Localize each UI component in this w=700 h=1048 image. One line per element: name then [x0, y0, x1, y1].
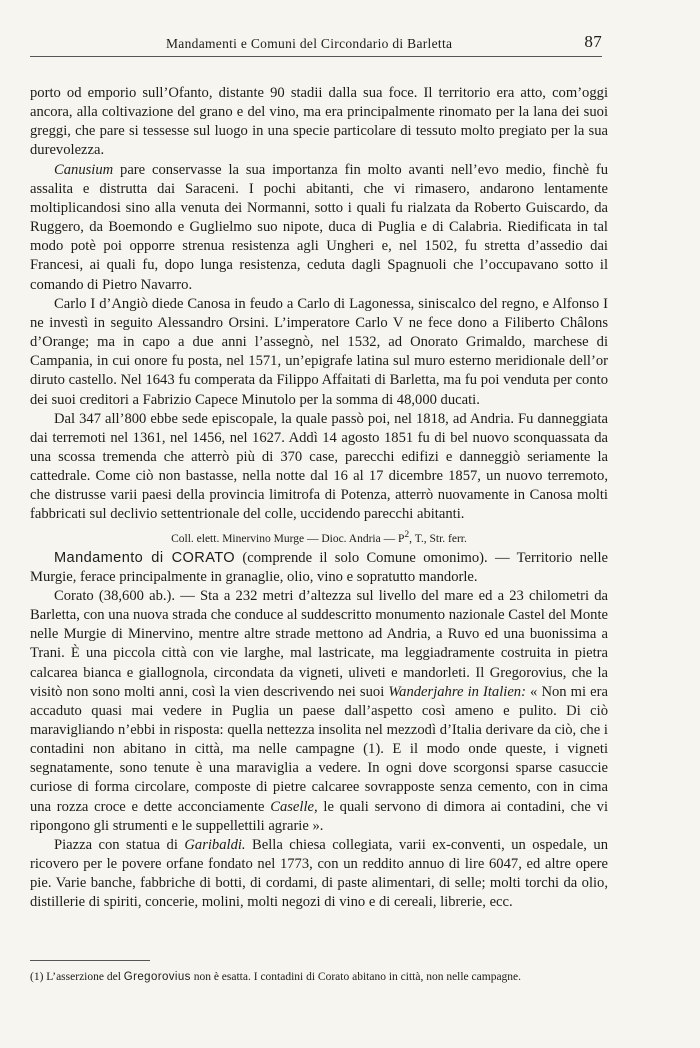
mandamento-paragraph: Mandamento di CORATO (comprende il solo Comune omonimo). — Territorio nelle Murgie, ferace principalmente in granaglie, olio, vino e sopratutto mandorle.	[30, 549, 608, 585]
footnote-rule	[30, 960, 150, 961]
page-body	[30, 84, 608, 913]
running-title: Mandamenti e Comuni del Circondario di Barletta	[166, 36, 453, 51]
footnote: (1) L’asserzione del Gregorovius non è esatta. I contadini di Corato abitano in città, non nelle campagne.	[30, 971, 522, 983]
paragraph: Dal 347 all’800 ebbe sede episcopale, la quale passò poi, nel 1818, ad Andria. Fu danneggiata dai terremoti nel 1361, nel 1456, nel 1627. Addì 14 agosto 1851 fu di bel nuovo sconquassata da una scossa tremenda che atterrò più di 370 case, parecchi edifizi e danneggiò seriamente la cattedrale. Come ciò non bastasse, nella notte dal 16 al 17 dicembre 1857, un nuovo terremoto, che distrusse varii paesi della provincia limitrofa di Potenza, atterrò nuovamente in Canosa molti fabbricati sul declivio settentrionale del colle, uccidendo parecchi abitanti.	[30, 410, 608, 523]
page-number: 87	[584, 32, 602, 51]
italic-title: Wanderjahre in Italien:	[388, 683, 526, 700]
italic-term: Canusium	[54, 161, 114, 178]
paragraph: Piazza con statua di Garibaldi. Bella chiesa collegiata, varii ex-conventi, un ospedale, un ricovero per le povere orfane fondato nel 1773, con un reddito annuo di lire 6047, ed altre opere pie. Varie banche, fabbriche di botti, di cordami, di paste alimentari, di selle; molti torchi da olio, distillerie di spiriti, concerie, molini, molti negozi di vino e di cereali, librerie, ecc.	[30, 836, 608, 911]
author-name: Gregorovius	[123, 971, 191, 983]
paragraph: Corato (38,600 ab.). — Sta a 232 metri d’altezza sul livello del mare ed a 23 chilometri da Barletta, con una nuova strada che conduce al suddescritto monumento nazionale Castel del Monte nelle Murgie di Minervino, mentre altre strade mettono ad Andria, a Ruvo ed una buonissima a Trani. È una piccola città con vie larghe, mal lastricate, ma leggiadramente costruita in pietra calcarea bianca e giallognola, circondata da vigneti, uliveti e mandorleti. Il Gregorovius, che la visitò non sono molti anni, così la vien descrivendo nei suoi Wanderjahre in Italien: « Non mi era accaduto quasi mai vedere in Puglia un paese dall’aspetto così ameno e pulito. Di ciò maravigliando n’ebbi in risposta: quella nettezza insolita nel mezzodì d’Italia derivare da ciò, che i contadini non abitano in città, ma nelle campagne (1). E il modo onde queste, i vigneti segnatamente, sono tenute è una maraviglia a vedere. In ogni dove scorgonsi sparse casuccie curiose di forma circolare, composte di pietre calcaree sovrapposte senza cemento, con in cima una rozza croce e dette acconciamente Caselle, le quali servono di dimora ai contadini, che vi ripongono gli strumenti e le suppellettili agrarie ».	[30, 587, 609, 834]
electoral-caption: Coll. elett. Minervino Murge — Dioc. Andria — $P^2$, T., Str. ferr.	[171, 528, 467, 545]
section-heading: Mandamento di CORATO	[54, 549, 236, 566]
paragraph: porto od emporio sull’Ofanto, distante 90 stadii dalla sua foce. Il territorio era atto, com’oggi ancora, alla coltivazione del grano e del vino, ma era principalmente rinomato per la lana dei suoi greggi, che pare si tessesse sul luogo in una specie particolare di tessuto molto pregiato per la sua durevolezza.	[30, 85, 608, 159]
italic-term: Caselle,	[270, 798, 318, 815]
paragraph: Carlo I d’Angiò diede Canosa in feudo a Carlo di Lagonessa, siniscalco del regno, e Alfonso I ne investì in seguito Alessandro Orsini. L’imperatore Carlo V ne fece dono a Filiberto Châlons d’Orange; ma in capo a due anni l’assegnò, nel 1532, ad Onorato Grimaldo, marchese di Campania, in cui onore fu posta, nel 1571, un’epigrafe latina sul muro esterno meridionale dell’or diruto castello. Nel 1643 fu comperata da Filippo Affaitati di Barletta, ma fu poi venduta per conto dei suoi creditori a Fabrizio Capece Minutolo per la somma di 48,000 ducati.	[30, 295, 608, 408]
page-header	[30, 32, 602, 57]
italic-name: Garibaldi.	[184, 836, 246, 853]
paragraph: Canusium pare conservasse la sua importanza fin molto avanti nell’evo medio, finchè fu assalita e distrutta dai Saraceni. I pochi abitanti, che vi rimasero, andarono lentamente moltiplicandosi sino alla venuta dei Normanni, sotto i quali fu rialzata da Roberto Guiscardo, da Ruggero, da Boemondo e Guglielmo suo nipote, duca di Puglia e di Calabria. Riedificata in tal modo potè poi opporre strenua resistenza agli Ungheri e, nel 1502, fu stretta d’assedio dai Francesi, ai quali fu, dopo lunga resistenza, ceduta dagli Spagnuoli che l’occupavano sotto il comando di Pietro Navarro.	[30, 161, 608, 293]
